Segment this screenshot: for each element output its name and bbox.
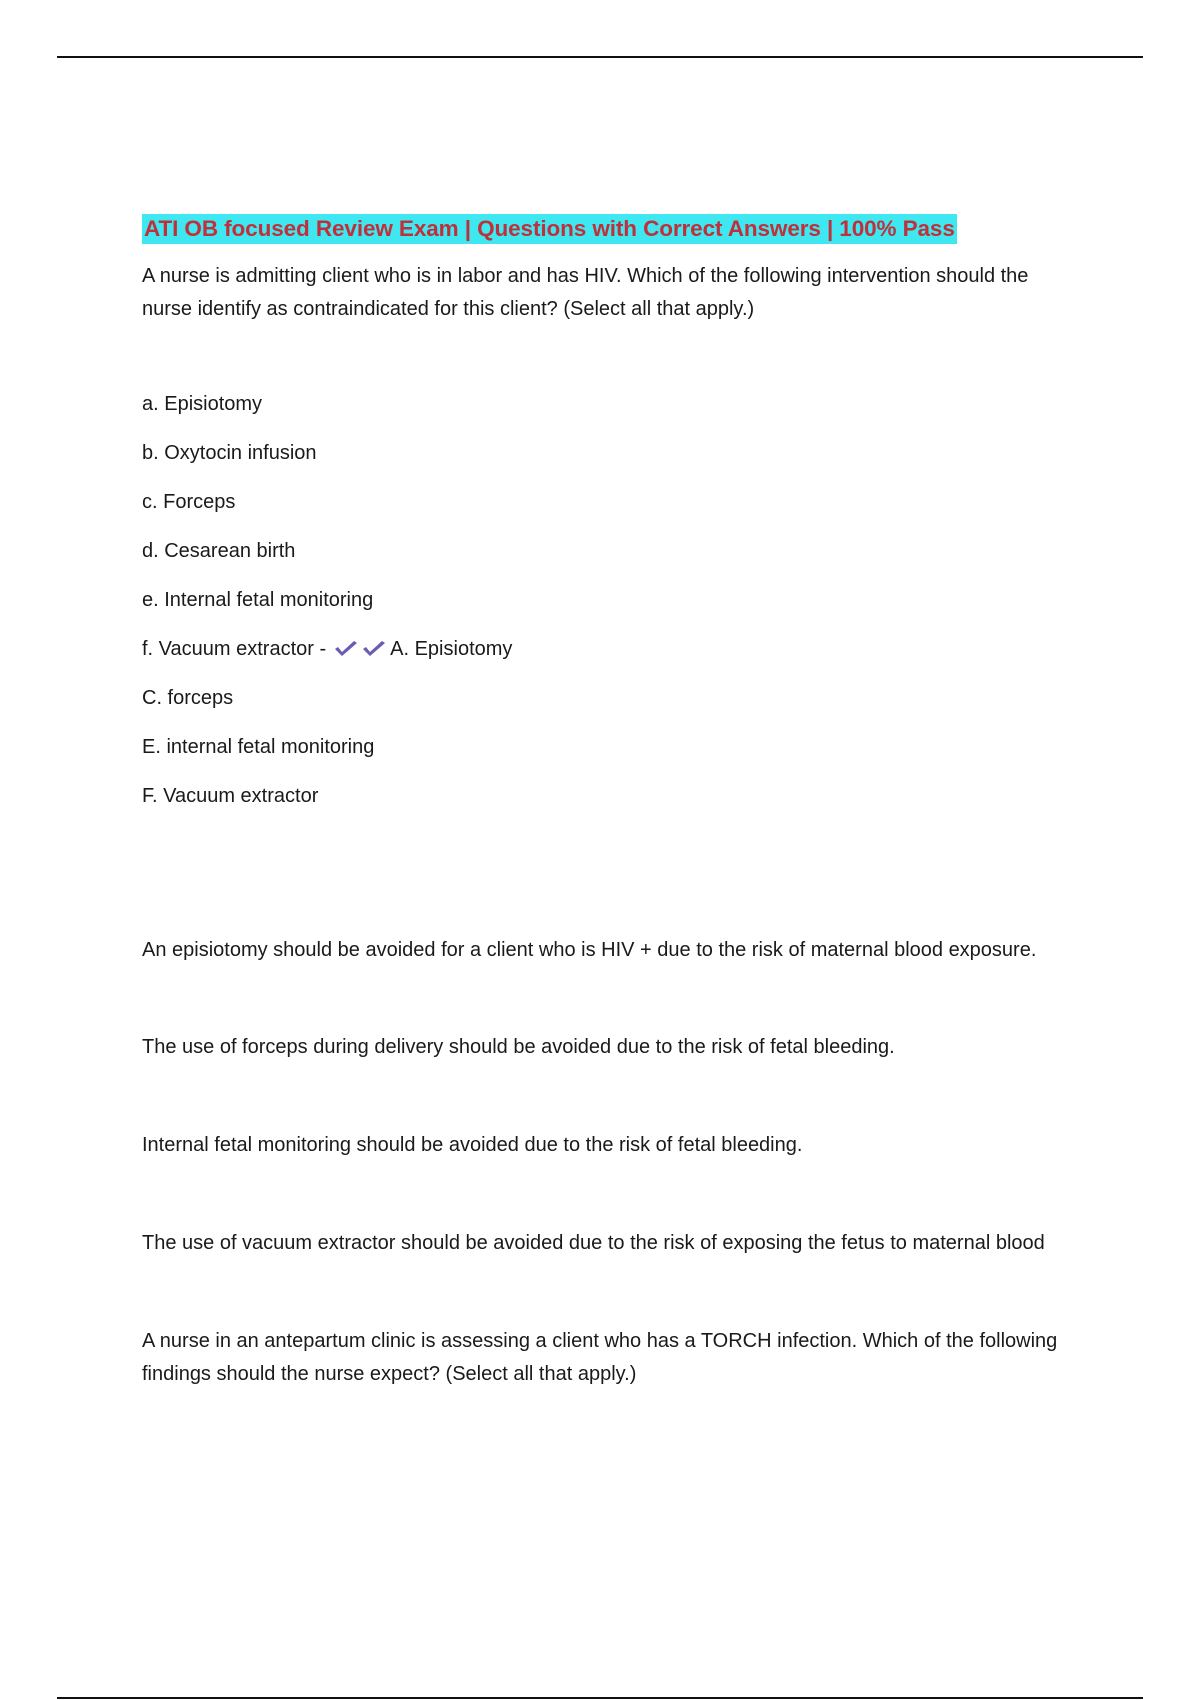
answer-e: E. internal fetal monitoring (142, 736, 375, 758)
option-e: e. Internal fetal monitoring (142, 589, 374, 611)
option-c: c. Forceps (142, 491, 236, 513)
answer-checkmarks (332, 635, 388, 663)
answer-a: A. Episiotomy (390, 638, 513, 660)
option-d: d. Cesarean birth (142, 540, 296, 562)
rationale-episiotomy: An episiotomy should be avoided for a client who is HIV + due to the risk of maternal blood exposure. (142, 939, 1037, 961)
header-rule (57, 56, 1143, 58)
option-f-with-answer (142, 635, 1082, 684)
option-b: b. Oxytocin infusion (142, 442, 317, 464)
footer-rule (57, 1697, 1143, 1699)
rationale-internal-monitoring: Internal fetal monitoring should be avoided due to the risk of fetal bleeding. (142, 1134, 803, 1156)
rationale-forceps: The use of forceps during delivery should be avoided due to the risk of fetal bleeding. (142, 1036, 895, 1058)
checkmark-icon (360, 639, 388, 659)
document-body (142, 214, 1082, 1391)
answer-c: C. forceps (142, 687, 234, 709)
option-f: f. Vacuum extractor - (142, 638, 327, 660)
document-title: ATI OB focused Review Exam | Questions with Correct Answers | 100% Pass (142, 214, 957, 244)
question-1-options (142, 390, 1082, 831)
question-1-text: A nurse is admitting client who is in labor and has HIV. Which of the following intervention should the nurse identify as contraindicated for this client? (Select all that apply.) (142, 265, 1029, 320)
question-1-rationale (142, 934, 1082, 1260)
checkmark-icon (332, 639, 360, 659)
option-a: a. Episiotomy (142, 393, 263, 415)
rationale-vacuum-extractor: The use of vacuum extractor should be avoided due to the risk of exposing the fetus to maternal blood (142, 1232, 1045, 1254)
question-2-text: A nurse in an antepartum clinic is assessing a client who has a TORCH infection. Which of the following findings should the nurse expect? (Select all that apply.) (142, 1330, 1058, 1385)
answer-f: F. Vacuum extractor (142, 785, 319, 807)
